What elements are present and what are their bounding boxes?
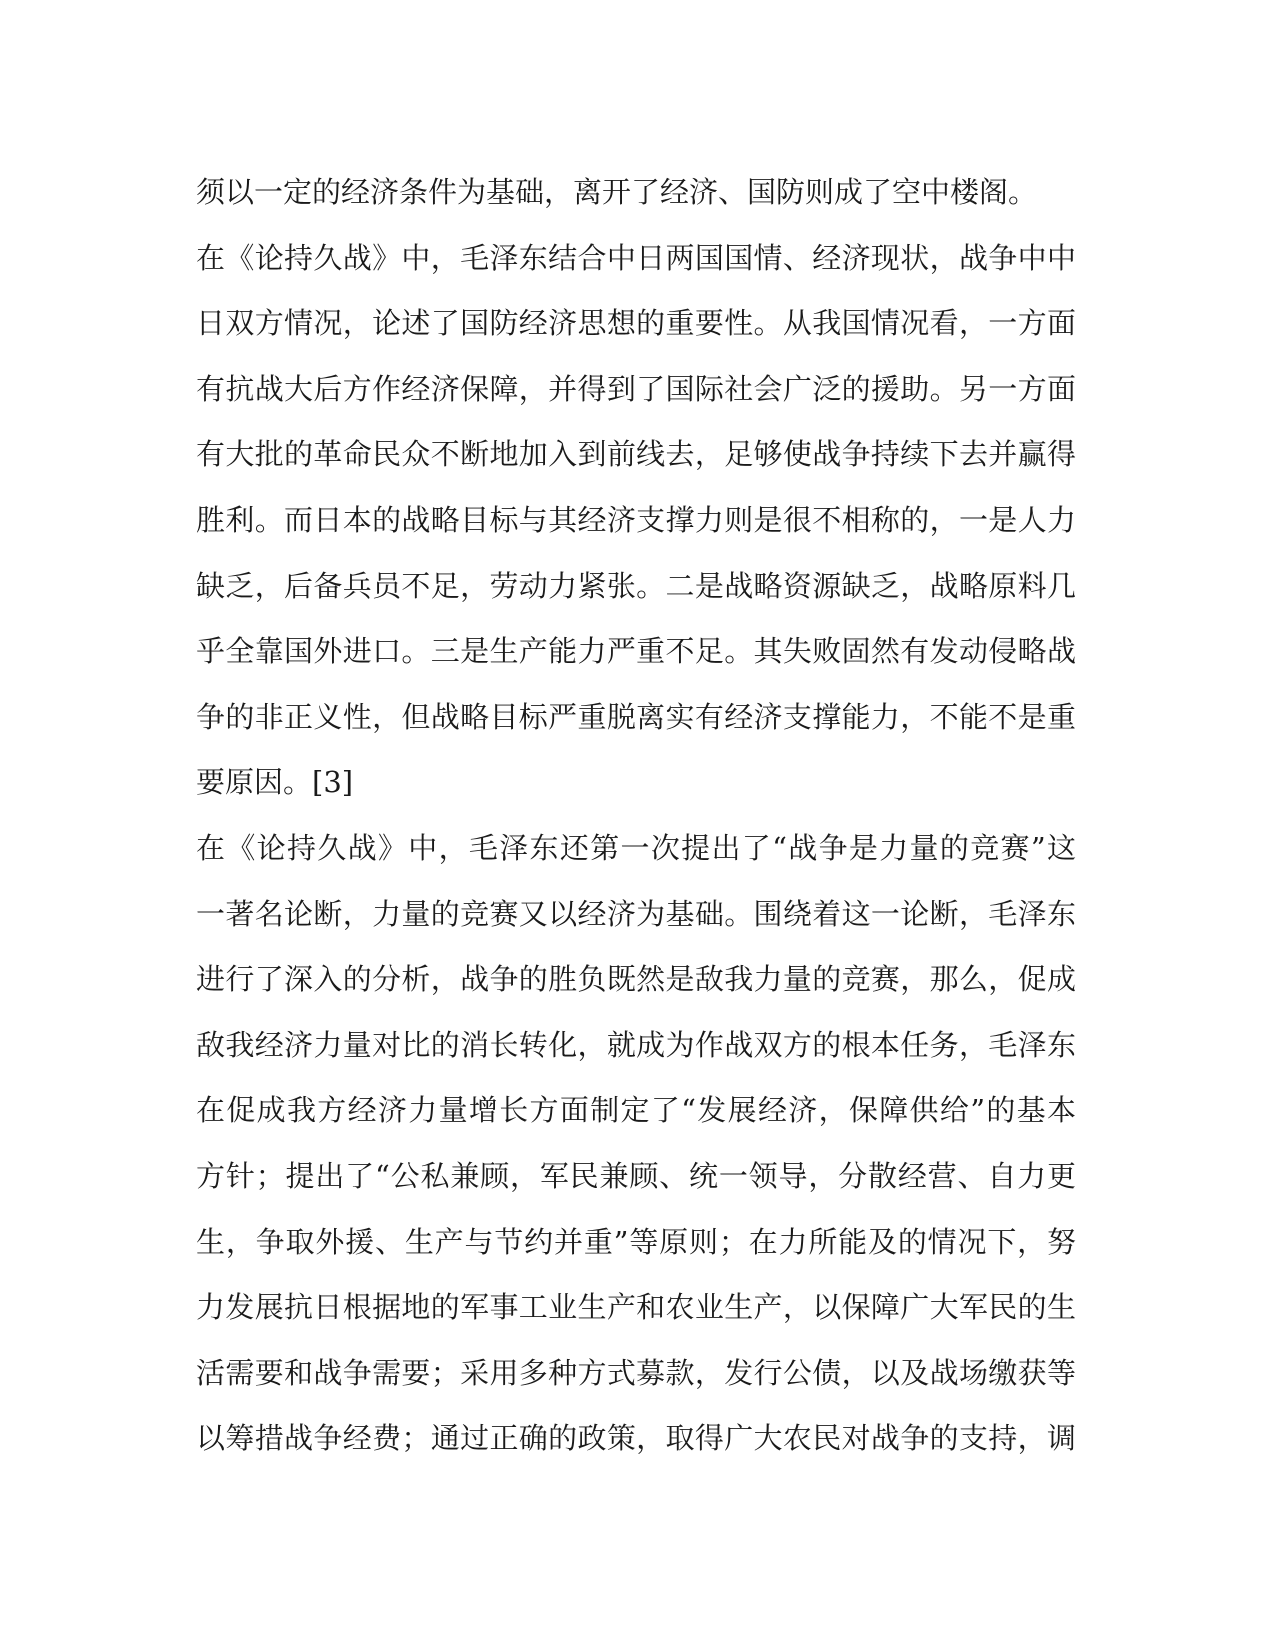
text-line: 有抗战大后方作经济保障，并得到了国际社会广泛的援助。另一方面 (196, 371, 1076, 406)
text-line: 须以一定的经济条件为基础，离开了经济、国防则成了空中楼阁。 (196, 175, 1038, 209)
text-line: 胜利。而日本的战略目标与其经济支撑力则是很不相称的，一是人力 (196, 502, 1076, 537)
text-line: 敌我经济力量对比的消长转化，就成为作战双方的根本任务，毛泽东 (196, 1027, 1076, 1062)
text-line: 乎全靠国外进口。三是生产能力严重不足。其失败固然有发动侵略战 (196, 634, 1076, 669)
text-line: 缺乏，后备兵员不足，劳动力紧张。二是战略资源缺乏，战略原料几 (196, 568, 1076, 603)
text-line: 有大批的革命民众不断地加入到前线去，足够使战争持续下去并赢得 (196, 437, 1076, 472)
text-line: 力发展抗日根据地的军事工业生产和农业生产，以保障广大军民的生 (196, 1290, 1076, 1325)
text-line: 要原因。[3] (196, 765, 354, 800)
text-line: 在《论持久战》中，毛泽东还第一次提出了“战争是力量的竞赛”这 (196, 830, 1076, 865)
text-line: 进行了深入的分析，战争的胜负既然是敌我力量的竞赛，那么，促成 (196, 962, 1076, 997)
text-line: 日双方情况，论述了国防经济思想的重要性。从我国情况看，一方面 (196, 306, 1076, 341)
text-line: 以筹措战争经费；通过正确的政策，取得广大农民对战争的支持，调 (196, 1421, 1076, 1456)
text-line: 活需要和战争需要；采用多种方式募款，发行公债，以及战场缴获等 (196, 1355, 1076, 1390)
text-line: 争的非正义性，但战略目标严重脱离实有经济支撑能力，不能不是重 (196, 699, 1076, 734)
text-line: 在《论持久战》中，毛泽东结合中日两国国情、经济现状，战争中中 (196, 240, 1076, 275)
text-line: 在促成我方经济力量增长方面制定了“发展经济，保障供给”的基本 (196, 1093, 1076, 1128)
text-line: 方针；提出了“公私兼顾，军民兼顾、统一领导，分散经营、自力更 (196, 1158, 1076, 1193)
text-line: 一著名论断，力量的竞赛又以经济为基础。围绕着这一论断，毛泽东 (196, 896, 1076, 931)
body-text (196, 160, 1076, 1472)
text-line: 生，争取外援、生产与节约并重”等原则；在力所能及的情况下，努 (196, 1224, 1076, 1259)
